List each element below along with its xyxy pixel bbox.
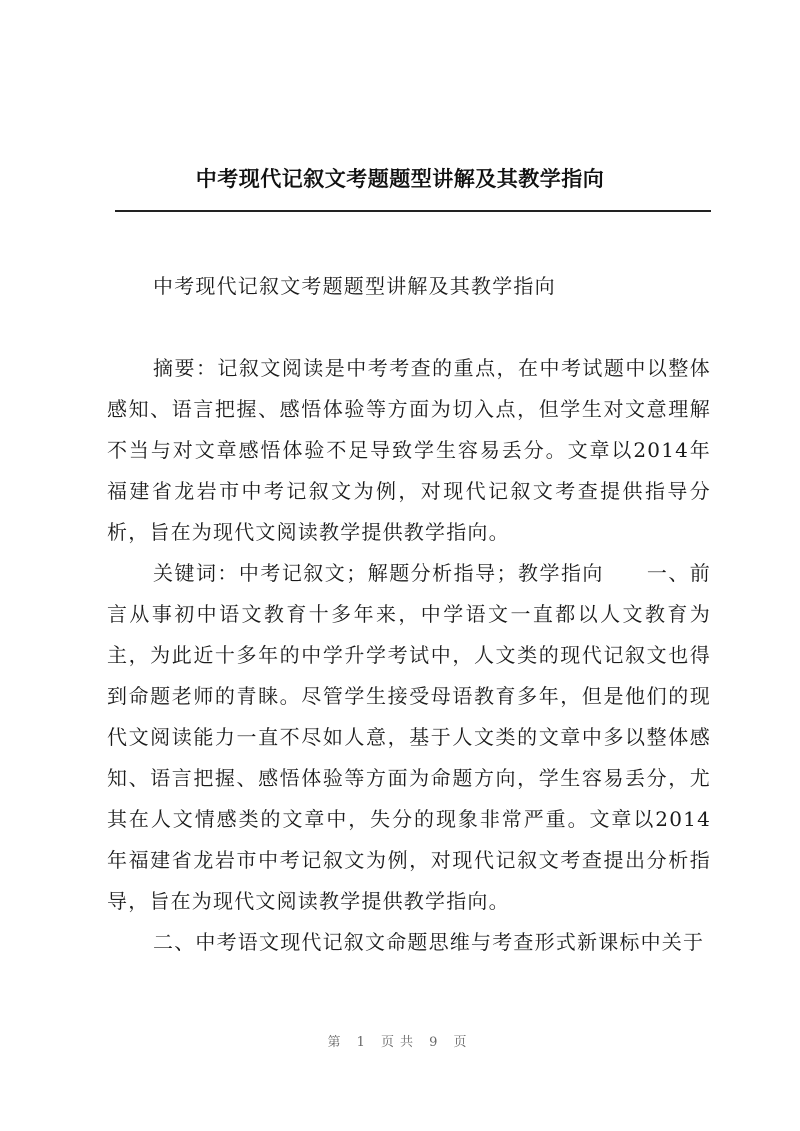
abstract-paragraph: 摘要：记叙文阅读是中考考查的重点，在中考试题中以整体感知、语言把握、感悟体验等方面为切入点，但学生对文意理解不当与对文章感悟体验不足导致学生容易丢分。文章以2014年福建省龙岩市中考记叙文为例，对现代记叙文考查提供指导分析，旨在为现代文阅读教学提供教学指向。 — [107, 356, 711, 544]
section-two-paragraph: 二、中考语文现代记叙文命题思维与考查形式新课标中关于 — [153, 930, 705, 954]
page-header-title: 中考现代记叙文考题题型讲解及其教学指向 — [195, 166, 605, 191]
document-heading: 中考现代记叙文考题题型讲解及其教学指向 — [153, 274, 556, 298]
document-body — [107, 266, 711, 963]
page-footer: 第 1 页共 9 页 — [327, 1035, 473, 1050]
keywords-intro-paragraph: 关键词：中考记叙文；解题分析指导；教学指向 一、前言从事初中语文教育十多年来，中学语文一直都以人文教育为主，为此近十多年的中学升学考试中，人文类的现代记叙文也得到命题老师的青睐。尽管学生接受母语教育多年，但是他们的现代文阅读能力一直不尽如人意，基于人文类的文章中多以整体感知、语言把握、感悟体验等方面为命题方向，学生容易丢分，尤其在人文情感类的文章中，失分的现象非常严重。文章以2014年福建省龙岩市中考记叙文为例，对现代记叙文考查提出分析指导，旨在为现代文阅读教学提供教学指向。 — [107, 561, 711, 913]
header-divider — [115, 210, 711, 212]
